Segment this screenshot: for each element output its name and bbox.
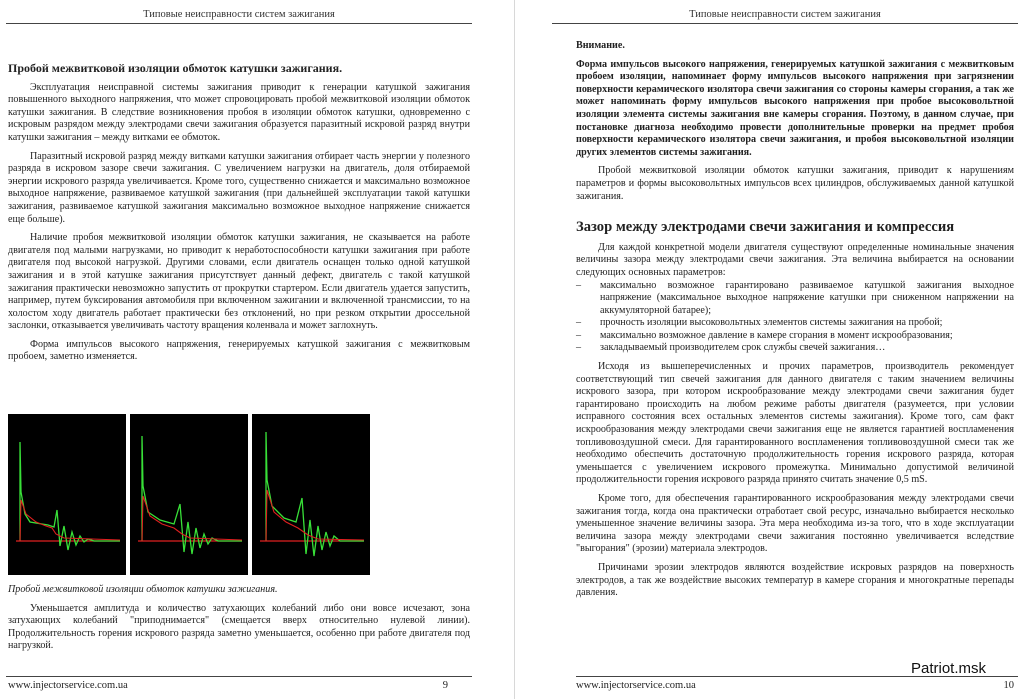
running-title: Типовые неисправности систем зажигания	[143, 9, 335, 20]
list-item: – закладываемый производителем срок службы свечей зажигания…	[576, 342, 1014, 355]
oscillogram-figure	[8, 414, 470, 575]
page-number: 10	[1003, 680, 1014, 691]
list-item: – максимально возможное давление в камере сгорания в момент искрообразования;	[576, 330, 1014, 343]
section-heading: Зазор между электродами свечи зажигания и компрессия	[576, 219, 955, 236]
page-gutter	[478, 0, 546, 699]
attention-label: Внимание.	[576, 40, 625, 51]
footer-rule	[6, 676, 472, 677]
paragraph: Для каждой конкретной модели двигателя существуют определенные номинальные значения величины зазора между электродами свечи зажигания. Эта величина выбирается на основании следующих основных параметров:	[576, 241, 1014, 278]
right-text	[576, 40, 1014, 606]
attention-text: Форма импульсов высокого напряжения, генерируемых катушкой зажигания с межвитковым пробоем изоляции, напоминает форму импульсов высокого напряжения при загрязнении поверхности керамического изолятора свечи зажигания со стороны камеры сгорания, а так же может напоминать форму импульсов высокого напряжения при пробое высоковольтной изоляции элемента системы зажигания вне камеры сгорания. Поэтому, в данном случае, при постановке диагноза необходимо провести дополнительные проверки на предмет пробоя поверхности керамического изолятора свечи зажигания, и пробоя высоковольтной изоляции других элементов системы зажигания.	[576, 58, 1014, 158]
oscillogram-2	[130, 414, 248, 575]
watermark: Patriot.msk	[911, 660, 987, 677]
paragraph: Кроме того, для обеспечения гарантированного искрообразования между электродами свечи зажигания тогда, когда она практически отработает свой ресурс, изначально выбирается несколько уменьшенное значение величины зазора. Эта мера необходима из-за того, что в ходе эксплуатации величина зазора между электродами свечи зажигания постоянно увеличивается вследствие "выгорания" (эрозии) материала электродов.	[576, 493, 1014, 555]
paragraph: Паразитный искровой разряд между витками катушки зажигания отбирает часть энергии у полезного разряда в искровом зазоре свечи зажигания. С увеличением нагрузки на двигатель, доля отбираемой энергии искрового разряда увеличивается. Кроме того, существенно снижается и максимально возможное выходное напряжение, развиваемое катушкой зажигания (при дальнейшей эксплуатации такой катушки зажигания, развиваемое катушкой зажигания максимально возможное выходное напряжение снижается еще больше).	[8, 150, 470, 225]
header-rule	[6, 23, 472, 24]
paragraph: Уменьшается амплитуда и количество затухающих колебаний либо они вовсе исчезают, зона затухающих колебаний "приподнимается" (смещается вверх относительно нулевой линии). Продолжительность горения искрового разряда заметно уменьшается, особенно при работе двигателя под нагрузкой.	[8, 602, 470, 652]
paragraph: Наличие пробоя межвитковой изоляции обмоток катушки зажигания, не сказывается на работе двигателя под малыми нагрузками, но приводит к неработоспособности катушки зажигания при работе двигателя под высокой нагрузкой. Другими словами, если двигатель оснащен только одной катушкой зажигания и в этой катушке зажигания присутствует данный дефект, двигатель с такой катушкой зажигания практически невозможно запустить от прокрутки стартером. Если двигатель удается запустить, например, путем буксирования автомобиля при включенном зажигании и включенной трансмиссии, то на холостом ходу двигатель работает практически без отклонений, но при резком открытии дроссельной заслонки, отказывается увеличивать частоту вращения коленвала и может заглохнуть.	[8, 232, 470, 332]
footer-url: www.injectorservice.com.ua	[576, 680, 696, 691]
running-title: Типовые неисправности систем зажигания	[689, 9, 881, 20]
left-text-top	[8, 62, 470, 370]
list-item: – прочность изоляции высоковольтных элементов системы зажигания на пробой;	[576, 317, 1014, 330]
right-page	[546, 0, 1024, 699]
page-number: 9	[442, 680, 448, 691]
list-item: – максимально возможное гарантировано развиваемое катушкой зажигания выходное напряжение (максимальное выходное напряжение катушки при сниженном напряжении на аккумуляторной батарее);	[576, 280, 1014, 318]
left-page	[0, 0, 478, 699]
header-rule	[552, 23, 1018, 24]
oscillogram-1	[8, 414, 126, 575]
paragraph: Пробой межвитковой изоляции обмоток катушки зажигания, приводит к нарушениям параметров и формы высоковольтных импульсов всех цилиндров, обслуживаемых данной катушкой зажигания.	[576, 165, 1014, 202]
paragraph: Форма импульсов высокого напряжения, генерируемых катушкой зажигания с межвитковым пробоем, заметно изменяется.	[8, 338, 470, 363]
paragraph: Причинами эрозии электродов являются воздействие искровых разрядов на поверхность электродов, а так же воздействие высоких температур в камере сгорания и многократные перепады давления.	[576, 561, 1014, 599]
left-text-bottom	[8, 584, 470, 659]
paragraph: Эксплуатация неисправной системы зажигания приводит к генерации катушкой зажигания повышенного выходного напряжения, что может спровоцировать пробой межвитковой изоляции обмоток катушки зажигания. В следствие возникновения пробоя в изоляции обмоток катушки, одновременно с искровым разрядом между электродами свечи зажигания образуется паразитный искровой разряд внутри катушки зажигания – между витками ее обмоток.	[8, 81, 470, 143]
figure-caption: Пробой межвитковой изоляции обмоток катушки зажигания.	[8, 584, 278, 595]
parameter-list	[576, 280, 1014, 356]
oscillogram-3	[252, 414, 370, 575]
paragraph: Исходя из вышеперечисленных и прочих параметров, производитель рекомендует соответствующий тип свечей зажигания для данного двигателя с таким значением величины искрового зазора, при котором искрообразование между электродами свечи зажигания будет гарантировано происходить на любом режиме работы двигателя (разумеется, при условии исправного состояния всех остальных элементов системы зажигания). Кроме того, сам факт искрообразования между электродами свечи зажигания еще не является гарантией воспламенения топливовоздушной смеси. Для гарантированного воспламенения топливовоздушной смеси так же необходимо обеспечить достаточную продолжительность горения искрового разряда, которая уменьшается с увеличением искрового промежутка. Минимально допустимой величиной продолжительности горения искрового разряда принято считать значение 0,5 mS.	[576, 361, 1014, 486]
footer-url: www.injectorservice.com.ua	[8, 680, 128, 691]
section-heading: Пробой межвитковой изоляции обмоток катушки зажигания.	[8, 61, 343, 75]
